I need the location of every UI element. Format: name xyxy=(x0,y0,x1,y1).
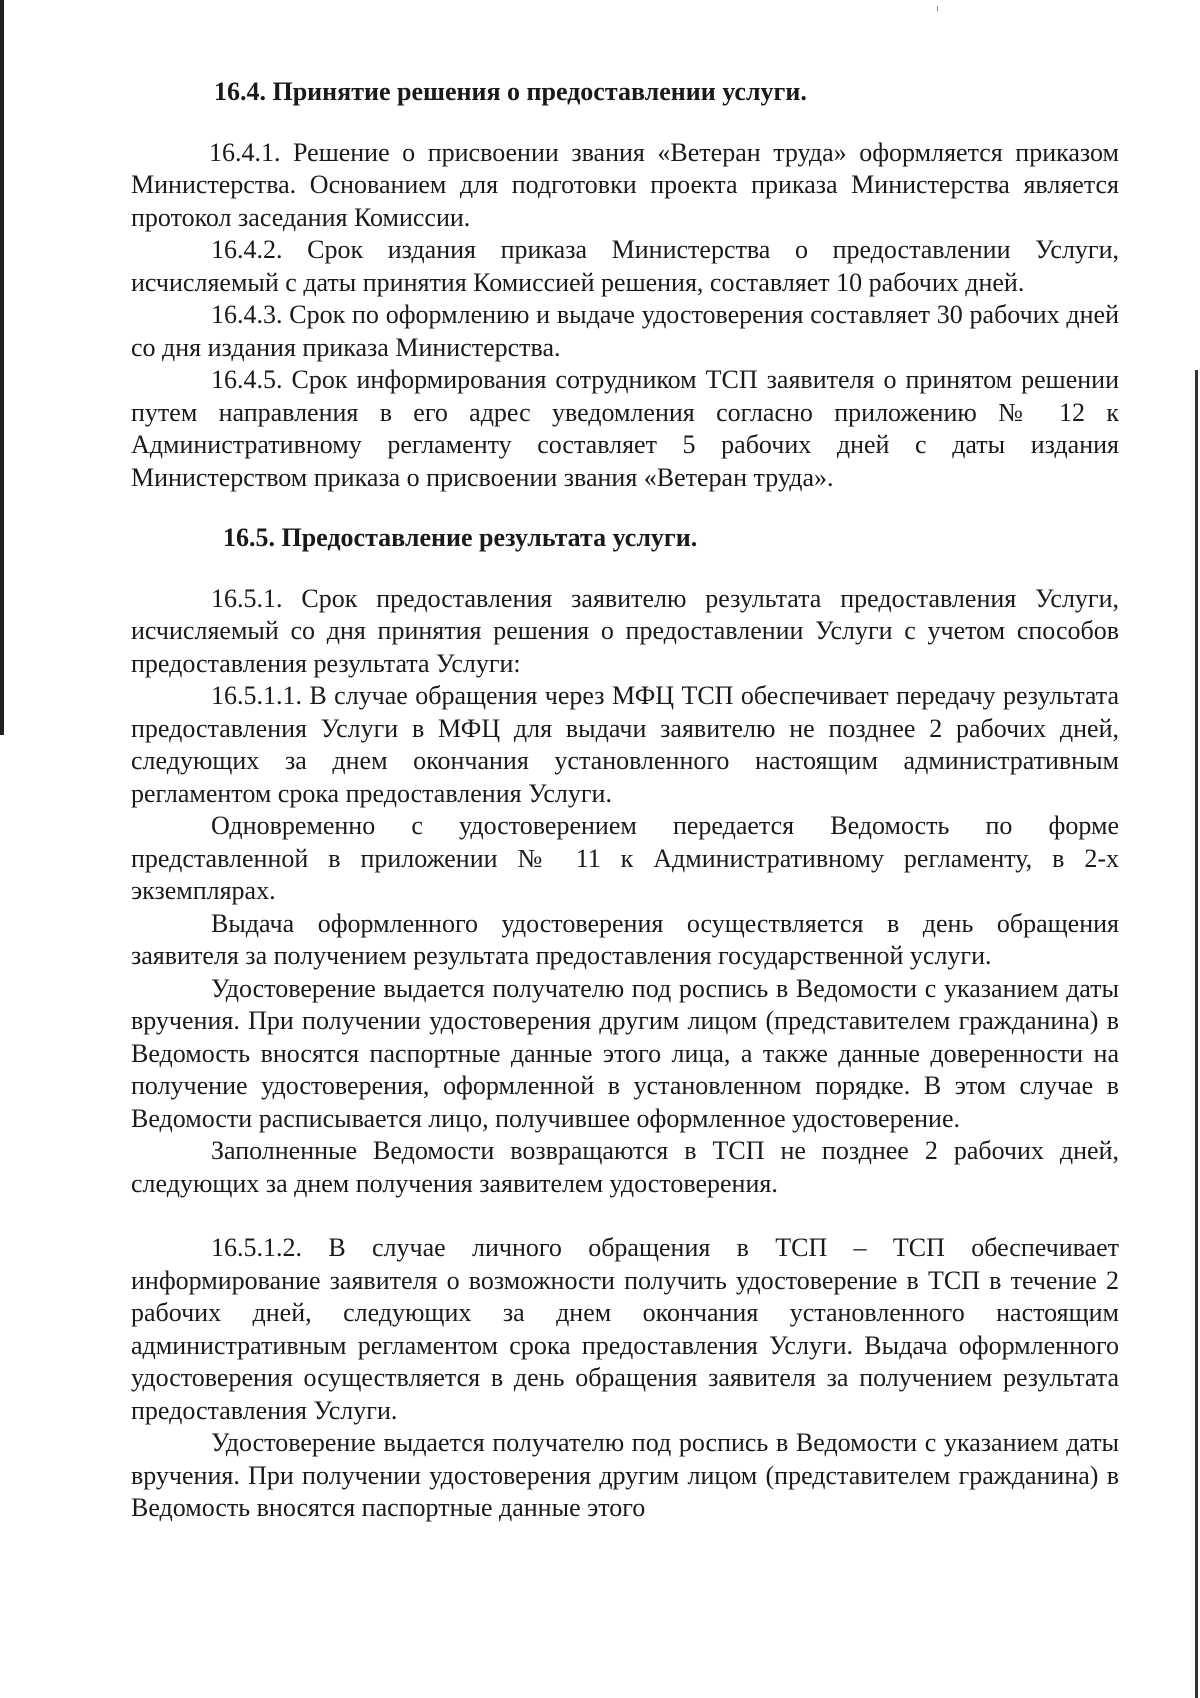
paragraph-16-4-3: 16.4.3. Срок по оформлению и выдаче удостоверения составляет 30 рабочих дней со дня издания приказа Министерства. xyxy=(131,300,1119,362)
paragraph-signature-receipt: Удостоверение выдается получателю под роспись в Ведомости с указанием даты вручения. При получении удостоверения другим лицом (представителем гражданина) в Ведомость вносятся паспортные данные этого лица, а также данные доверенности на получение удостоверения, оформленной в установленном порядке. В этом случае в Ведомости расписывается лицо, получившее оформленное удостоверение. xyxy=(131,973,1119,1133)
paragraph-16-4-5: 16.4.5. Срок информирования сотрудником ТСП заявителя о принятом решении путем направления в его адрес уведомления согласно приложению № 12 к Административному регламенту составляет 5 рабочих дней с даты издания Министерством приказа о присвоении звания «Ветеран труда». xyxy=(131,365,1119,492)
paragraph-16-4-2: 16.4.2. Срок издания приказа Министерства о предоставлении Услуги, исчисляемый с даты принятия Комиссией решения, составляет 10 рабочих дней. xyxy=(131,235,1119,297)
scan-edge-left xyxy=(0,0,4,735)
paragraph-gap xyxy=(131,1200,1119,1232)
paragraph-16-5-1-2: 16.5.1.2. В случае личного обращения в ТСП – ТСП обеспечивает информирование заявителя о возможности получить удостоверение в ТСП в течение 2 рабочих дней, следующих за днем окончания установленного настоящим административным регламентом срока предоставления Услуги. Выдача оформленного удостоверения осуществляется в день обращения заявителя за получением результата предоставления Услуги. xyxy=(131,1233,1119,1425)
paragraph-signature-receipt-2: Удостоверение выдается получателю под роспись в Ведомости с указанием даты вручения. При получении удостоверения другим лицом (представителем гражданина) в Ведомость вносятся паспортные данные этого xyxy=(131,1428,1119,1522)
scan-speck xyxy=(937,6,938,11)
paragraph-16-5-1: 16.5.1. Срок предоставления заявителю результата предоставления Услуги, исчисляемый со дня принятия решения о предоставлении Услуги с учетом способов предоставления результата Услуги: xyxy=(131,583,1119,678)
paragraph-16-5-1-1: 16.5.1.1. В случае обращения через МФЦ ТСП обеспечивает передачу результата предоставления Услуги в МФЦ для выдачи заявителю не позднее 2 рабочих дней, следующих за днем окончания установленного настоящим административным регламентом срока предоставления Услуги. xyxy=(131,681,1119,808)
paragraph-16-4-1: 16.4.1. Решение о присвоении звания «Ветеран труда» оформляется приказом Министерства. Основанием для подготовки проекта приказа Министерства является протокол заседания Комиссии. xyxy=(131,137,1119,232)
section-heading-16-4: 16.4. Принятие решения о предоставлении услуги. xyxy=(214,77,807,106)
paragraph-vedomost-return: Заполненные Ведомости возвращаются в ТСП не позднее 2 рабочих дней, следующих за днем получения заявителем удостоверения. xyxy=(131,1136,1119,1198)
paragraph-vedomost-transfer: Одновременно с удостоверением передается Ведомость по форме представленной в приложении № 11 к Административному регламенту, в 2-х экземплярах. xyxy=(131,811,1119,905)
scan-edge-right xyxy=(1195,370,1198,1698)
paragraph-issuance-day: Выдача оформленного удостоверения осуществляется в день обращения заявителя за получением результата предоставления государственной услуги. xyxy=(131,908,1119,970)
section-heading-16-5: 16.5. Предоставление результата услуги. xyxy=(223,523,698,552)
document-page xyxy=(131,76,1119,1525)
